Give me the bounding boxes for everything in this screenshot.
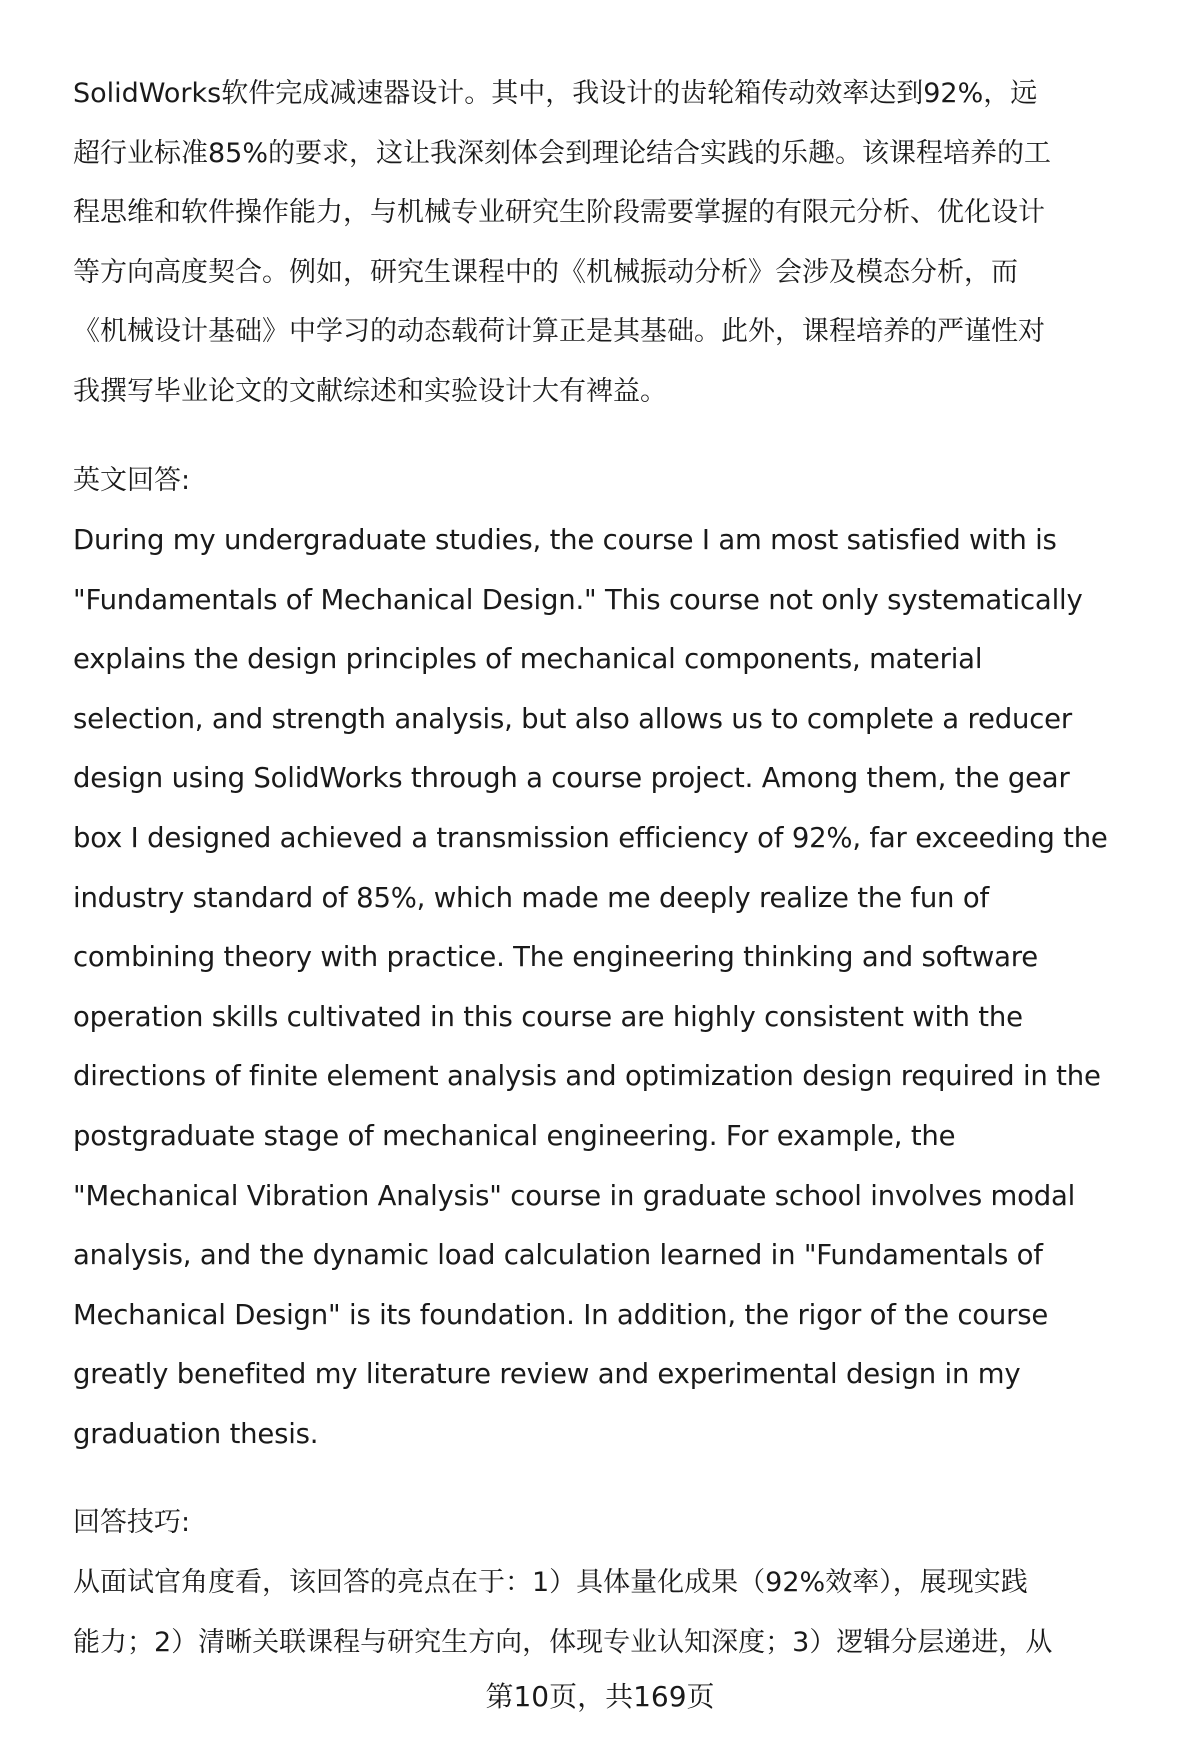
text-line: SolidWorks软件完成减速器设计。其中，我设计的齿轮箱传动效率达到92%，远 <box>73 78 1038 109</box>
text-line: 从面试官角度看，该回答的亮点在于：1）具体量化成果（92%效率），展现实践 <box>73 1567 1028 1598</box>
text-line: analysis, and the dynamic load calculation learned in "Fundamentals of <box>73 1239 1043 1272</box>
text-line: explains the design principles of mechanical components, material <box>73 643 983 676</box>
english-answer-heading: 英文回答: <box>73 465 191 496</box>
text-line: 我撰写毕业论文的文献综述和实验设计大有裨益。 <box>73 375 667 407</box>
text-line: selection, and strength analysis, but also allows us to complete a reducer <box>73 702 1072 735</box>
text-line: graduation thesis. <box>73 1417 319 1450</box>
text-line: "Mechanical Vibration Analysis" course in graduate school involves modal <box>73 1179 1076 1212</box>
text-line: 《机械设计基础》中学习的动态载荷计算正是其基础。此外，课程培养的严谨性对 <box>73 316 1045 348</box>
text-line: Mechanical Design" is its foundation. In addition, the rigor of the course <box>73 1298 1049 1331</box>
text-line: postgraduate stage of mechanical engineering. For example, the <box>73 1119 956 1152</box>
chinese-answer-paragraph <box>73 64 1183 422</box>
text-line: 程思维和软件操作能力，与机械专业研究生阶段需要掌握的有限元分析、优化设计 <box>73 197 1045 229</box>
english-answer-paragraph <box>73 511 1183 1465</box>
text-line: directions of finite element analysis and optimization design required in the <box>73 1060 1101 1093</box>
text-line: 等方向高度契合。例如，研究生课程中的《机械振动分析》会涉及模态分析，而 <box>73 256 1018 288</box>
tips-heading: 回答技巧: <box>73 1507 191 1538</box>
text-line: operation skills cultivated in this course are highly consistent with the <box>73 1000 1023 1033</box>
text-line: combining theory with practice. The engineering thinking and software <box>73 941 1038 974</box>
page-number: 第10页，共169页 <box>485 1680 715 1713</box>
text-line: industry standard of 85%, which made me deeply realize the fun of <box>73 881 989 914</box>
text-line: 超行业标准85%的要求，这让我深刻体会到理论结合实践的乐趣。该课程培养的工 <box>73 137 1052 169</box>
text-line: "Fundamentals of Mechanical Design." This course not only systematically <box>73 583 1083 616</box>
text-line: box I designed achieved a transmission efficiency of 92%, far exceeding the <box>73 821 1108 854</box>
text-line: During my undergraduate studies, the course I am most satisfied with is <box>73 524 1057 556</box>
text-line: greatly benefited my literature review and experimental design in my <box>73 1358 1021 1391</box>
tips-paragraph <box>73 1553 1183 1672</box>
text-line: 能力；2）清晰关联课程与研究生方向，体现专业认知深度；3）逻辑分层递进，从 <box>73 1626 1053 1658</box>
text-line: design using SolidWorks through a course project. Among them, the gear <box>73 762 1070 795</box>
